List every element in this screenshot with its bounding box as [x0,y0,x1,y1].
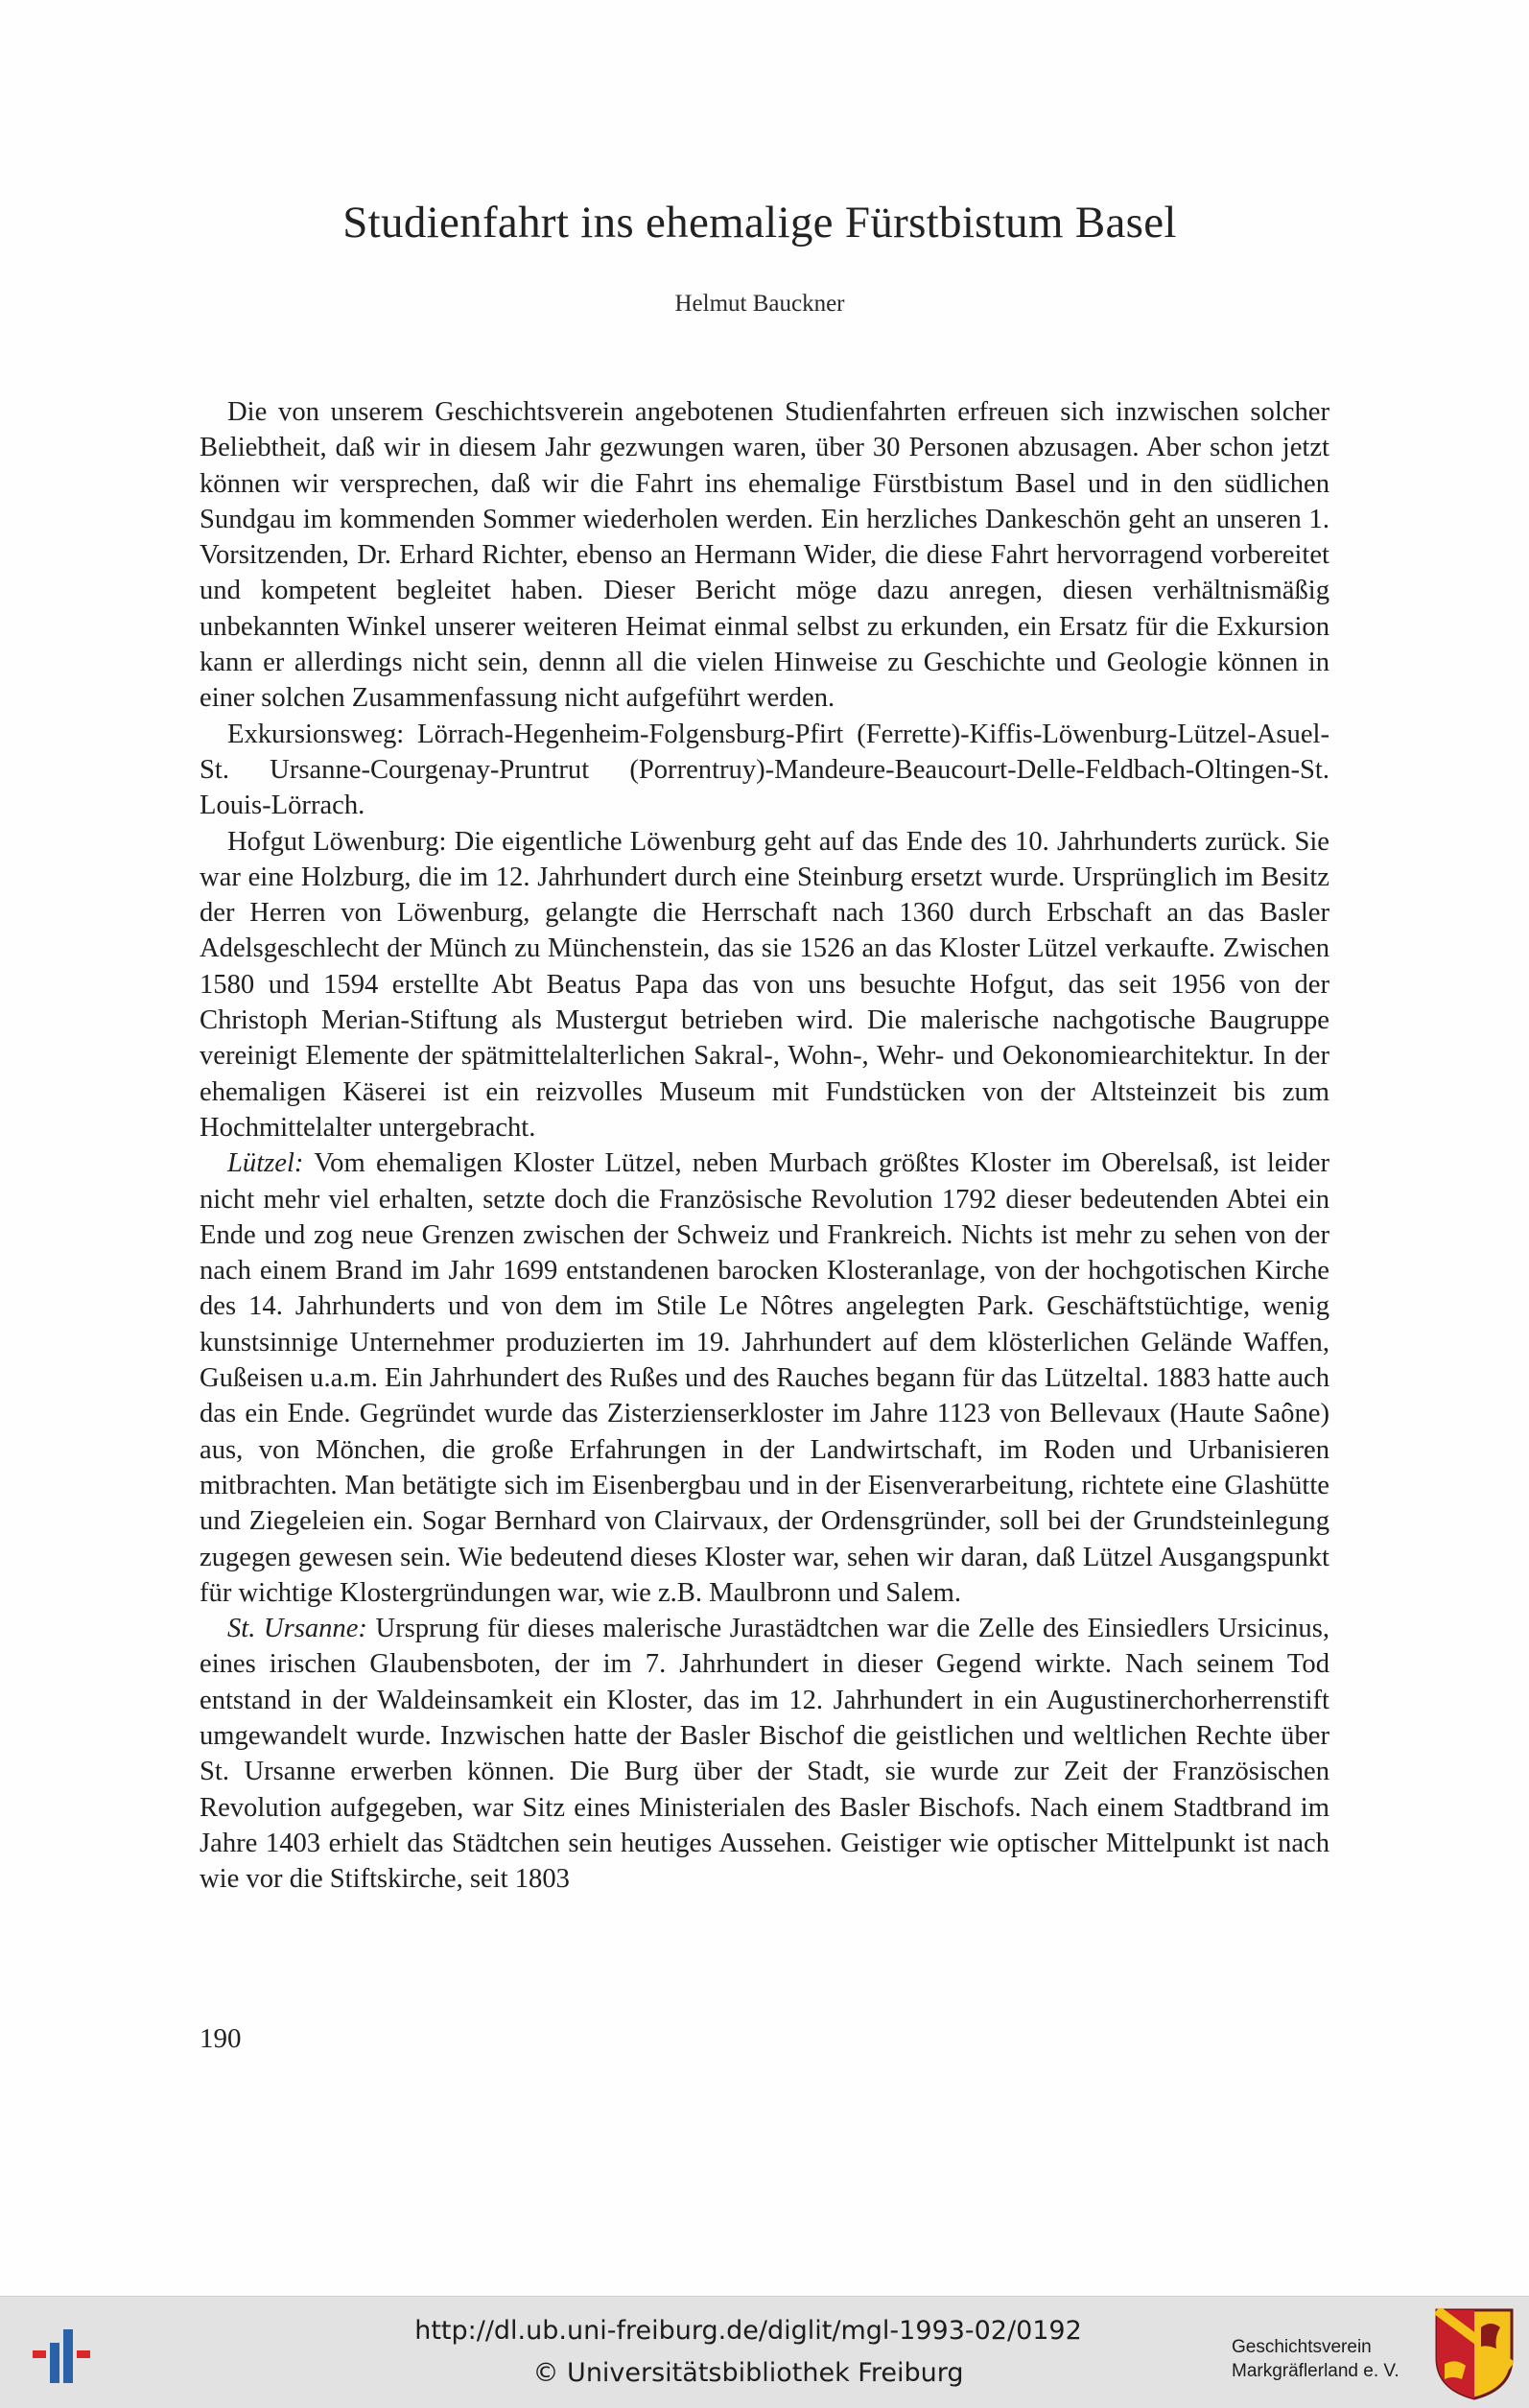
paragraph-text: Exkursionsweg: Lörrach-Hegenheim-Folgensburg-Pfirt (Ferrette)-Kiffis-Löwenburg-Lützel-Asuel-St. Ursanne-Courgenay-Pruntrut (Porrentruy)-Mandeure-Beaucourt-Delle-Feldbach-Oltingen-St. Louis-Lörrach. [200,719,1329,821]
footer-url-link[interactable]: http://dl.ub.uni-freiburg.de/diglit/mgl-1993-02/0192 [414,2316,1082,2346]
paragraph-text: Vom ehemaligen Kloster Lützel, neben Murbach größtes Kloster im Oberelsaß, ist leider nicht mehr viel erhalten, setzte doch die Französische Revolution 1792 dieser bedeutenden Abtei ein Ende und zog neue Grenzen zwischen der Schweiz und Frankreich. Nichts ist mehr zu sehen von der nach einem Brand im Jahr 1699 entstandenen barocken Klosteranlage, von der hochgotischen Kirche des 14. Jahrhunderts und von dem im Stile Le Nôtres angelegten Park. Geschäftstüchtige, wenig kunstsinnige Unternehmer produzierten im 19. Jahrhundert auf dem klösterlichen Gelände Waffen, Gußeisen u.a.m. Ein Jahrhundert des Rußes und des Rauches begann für das Lützeltal. 1883 hatte auch das ein Ende. Gegründet wurde das Zisterzienserkloster im Jahre 1123 von Bellevaux (Haute Saône) aus, von Mönchen, die große Erfahrungen in der Landwirtschaft, im Roden und Urbanisieren mitbrachten. Man betätigte sich im Eisenbergbau und in der Eisenverarbeitung, richtete eine Glashütte und Ziegeleien ein. Sogar Bernhard von Clairvaux, der Ordensgründer, soll bei der Grundsteinlegung zugegen gewesen sein. Wie bedeutend dieses Kloster war, sehen wir daran, daß Lützel Ausgangspunkt für wichtige Klostergründungen war, wie z.B. Maulbronn und Salem. [200,1148,1329,1608]
footer-copyright: © Universitätsbibliothek Freiburg [532,2358,964,2388]
article-body [200,394,1329,1897]
paragraph [200,717,1329,824]
paragraph [200,1145,1329,1611]
page-number: 190 [200,2023,242,2054]
society-name-line: Geschichtsverein [1232,2337,1372,2357]
paragraph [200,394,1329,717]
paragraph-text: Ursprung für dieses malerische Jurastädtchen war die Zelle des Einsiedlers Ursicinus, eines irischen Glaubensboten, der im 7. Jahrhundert in dieser Gegend wirkte. Nach seinem Tod entstand in der Waldeinsamkeit ein Kloster, das im 12. Jahrhundert in ein Augustinerchorherrenstift umgewandelt wurde. Inzwischen hatte der Basler Bischof die geistlichen und weltlichen Rechte über St. Ursanne erwerben können. Die Burg über der Stadt, sie wurde zur Zeit der Französischen Revolution aufgegeben, war Sitz eines Ministerialen des Basler Bischofs. Nach einem Stadtbrand im Jahre 1403 erhielt das Städtchen sein heutiges Aussehen. Geistiger wie optischer Mittelpunkt ist nach wie vor die Stiftskirche, seit 1803 [200,1614,1329,1895]
paragraph [200,1611,1329,1897]
paragraph-lead: St. Ursanne: [227,1614,367,1644]
article-author: Helmut Bauckner [674,291,845,317]
paragraph-text: Die von unserem Geschichtsverein angebotenen Studienfahrten erfreuen sich inzwischen solcher Beliebtheit, daß wir in diesem Jahr gezwungen waren, über 30 Personen abzusagen. Aber schon jetzt können wir versprechen, daß wir die Fahrt ins ehemalige Fürstbistum Basel und in den südlichen Sundgau im kommenden Sommer wiederholen werden. Ein herzliches Dankeschön geht an unseren 1. Vorsitzenden, Dr. Erhard Richter, ebenso an Hermann Wider, die diese Fahrt hervorragend vorbereitet und kompetent begleitet haben. Dieser Bericht möge dazu anregen, diesen verhältnismäßig unbekannten Winkel unserer weiteren Heimat einmal selbst zu erkunden, ein Ersatz für die Exkursion kann er allerdings nicht sein, dennn all die vielen Hinweise zu Geschichte und Geologie können in einer solchen Zusammenfassung nicht aufgeführt werden. [200,397,1329,714]
article-title: Studienfahrt ins ehemalige Fürstbistum Basel [342,198,1177,248]
footer-bar [0,2296,1529,2408]
society-crest-icon [1435,2308,1514,2400]
society-name-line: Markgräflerland e. V. [1232,2361,1400,2381]
paragraph-text: Hofgut Löwenburg: Die eigentliche Löwenburg geht auf das Ende des 10. Jahrhunderts zurück. Sie war eine Holzburg, die im 12. Jahrhundert durch eine Steinburg ersetzt wurde. Ursprünglich im Besitz der Herren von Löwenburg, gelangte die Herrschaft nach 1360 durch Erbschaft an das Basler Adelsgeschlecht der Münch zu Münchenstein, das sie 1526 an das Kloster Lützel verkaufte. Zwischen 1580 und 1594 erstellte Abt Beatus Papa das von uns besuchte Hofgut, das seit 1956 von der Christoph Merian-Stiftung als Mustergut betrieben wird. Die malerische nachgotische Baugruppe vereinigt Elemente der spätmittelalterlichen Sakral-, Wohn-, Wehr- und Oekonomiearchitektur. In der ehemaligen Käserei ist ein reizvolles Museum mit Fundstücken von der Altsteinzeit bis zum Hochmittelalter untergebracht. [200,826,1329,1143]
paragraph-lead: Lützel: [227,1148,304,1179]
society-name [1232,2335,1423,2383]
paragraph [200,824,1329,1146]
